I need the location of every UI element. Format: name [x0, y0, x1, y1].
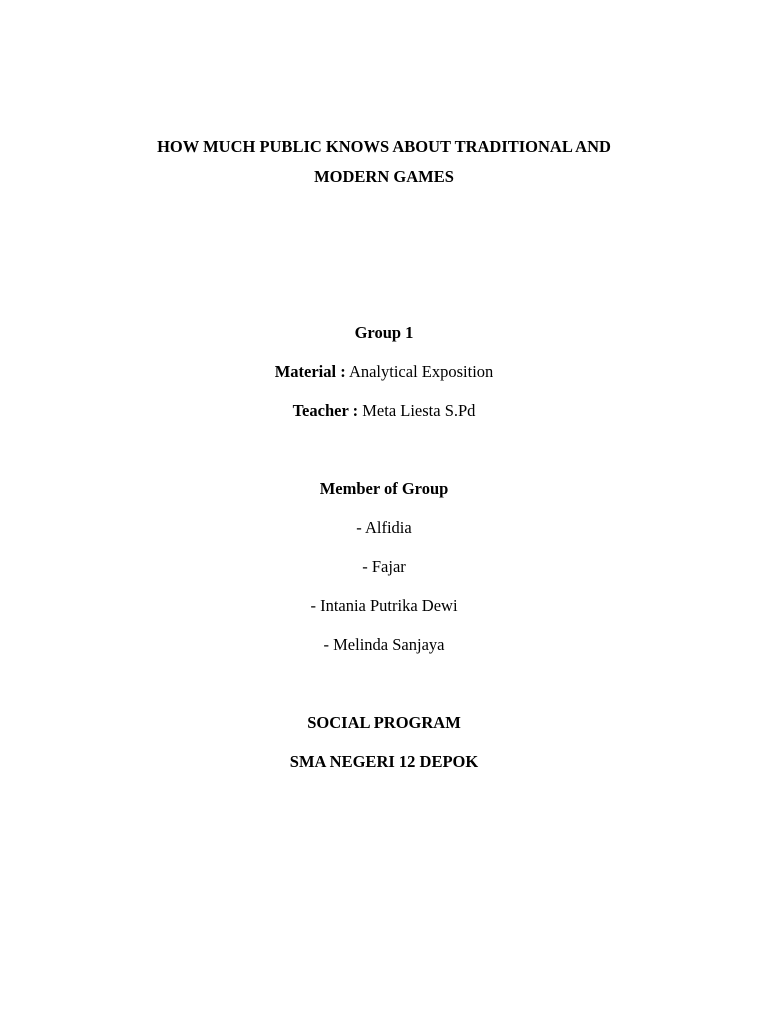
- teacher-value: Meta Liesta S.Pd: [362, 401, 476, 420]
- group-name: Group 1: [354, 323, 414, 342]
- teacher-line: [0, 401, 768, 421]
- program-name: SOCIAL PROGRAM: [307, 713, 461, 732]
- member-item: - Intania Putrika Dewi: [310, 596, 458, 615]
- title-line-1: HOW MUCH PUBLIC KNOWS ABOUT TRADITIONAL AND: [157, 137, 611, 156]
- member-item: - Alfidia: [356, 518, 412, 537]
- member-item: - Melinda Sanjaya: [323, 635, 445, 654]
- members-heading: Member of Group: [319, 479, 449, 498]
- material-line: [0, 362, 768, 382]
- title-line-2: MODERN GAMES: [314, 167, 454, 186]
- teacher-label: Teacher :: [292, 401, 359, 420]
- school-name: SMA NEGERI 12 DEPOK: [289, 752, 479, 771]
- member-item: - Fajar: [362, 557, 406, 576]
- material-label: Material :: [274, 362, 346, 381]
- material-value: Analytical Exposition: [348, 362, 494, 381]
